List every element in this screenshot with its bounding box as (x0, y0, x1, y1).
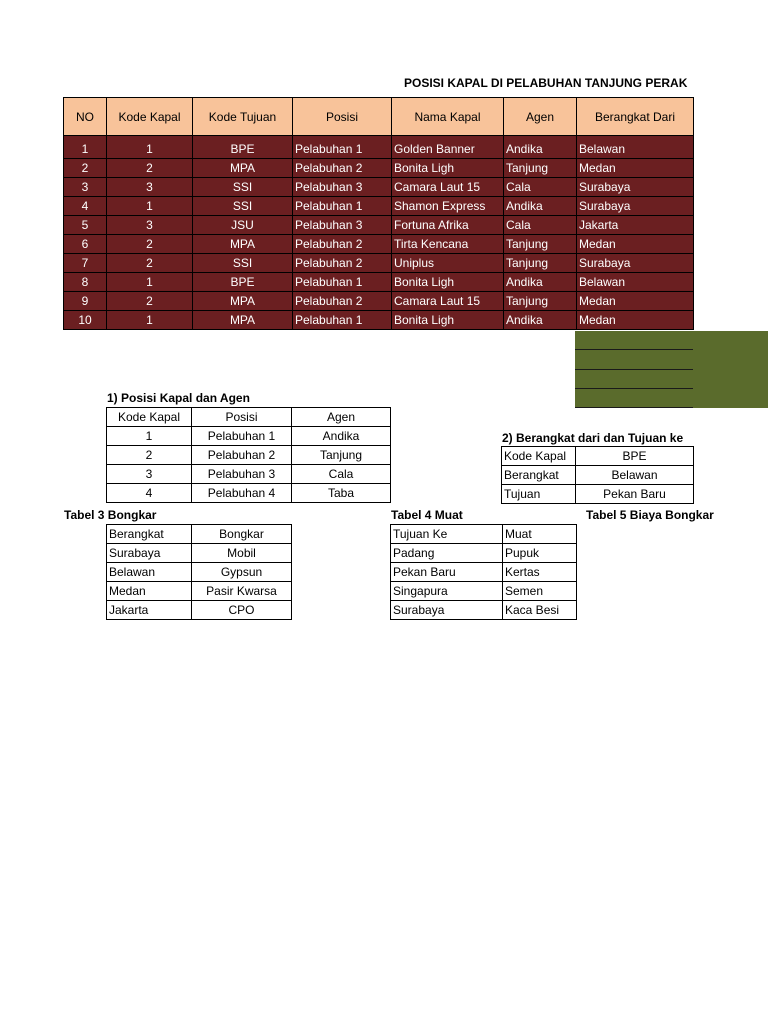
cell[interactable]: Andika (504, 140, 577, 159)
cell[interactable]: Surabaya (577, 178, 694, 197)
header-no[interactable]: NO (64, 98, 107, 136)
table-row (107, 465, 391, 484)
cell[interactable]: Pelabuhan 1 (293, 140, 392, 159)
cell[interactable]: Medan (577, 311, 694, 330)
cell[interactable]: Belawan (576, 466, 694, 485)
table2-label: 2) Berangkat dari dan Tujuan ke (502, 431, 684, 445)
cell[interactable]: 1 (107, 311, 193, 330)
cell[interactable]: Camara Laut 15 (392, 292, 504, 311)
berangkat-tujuan-table (501, 446, 694, 504)
table-row (391, 601, 577, 620)
cell[interactable]: Semen (503, 582, 577, 601)
table-row (107, 446, 391, 465)
cell[interactable]: Kode Kapal (107, 408, 192, 427)
table-row (64, 273, 694, 292)
cell[interactable]: Camara Laut 15 (392, 178, 504, 197)
header-agen[interactable]: Agen (504, 98, 577, 136)
cell[interactable]: Medan (577, 159, 694, 178)
cell[interactable]: 1 (107, 197, 193, 216)
cell[interactable]: Pekan Baru (576, 485, 694, 504)
table-row (64, 235, 694, 254)
cell[interactable]: Medan (577, 235, 694, 254)
cell[interactable]: Belawan (107, 563, 192, 582)
cell[interactable]: 2 (107, 159, 193, 178)
table-row (107, 563, 292, 582)
cell[interactable]: Berangkat (502, 466, 576, 485)
cell[interactable]: Fortuna Afrika (392, 216, 504, 235)
cell[interactable]: CPO (192, 601, 292, 620)
table-header-row (64, 98, 694, 136)
cell[interactable]: Pelabuhan 2 (293, 292, 392, 311)
ship-position-table (63, 97, 694, 330)
cell[interactable]: Belawan (577, 140, 694, 159)
cell[interactable]: Tanjung (292, 446, 391, 465)
cell[interactable]: Surabaya (577, 197, 694, 216)
table1-label: 1) Posisi Kapal dan Agen (107, 391, 250, 405)
cell[interactable]: Jakarta (107, 601, 192, 620)
cell[interactable]: Tujuan Ke (391, 525, 503, 544)
cell[interactable]: BPE (193, 273, 293, 292)
cell[interactable]: 3 (107, 216, 193, 235)
cell[interactable]: 8 (64, 273, 107, 292)
cell[interactable]: Pelabuhan 2 (293, 235, 392, 254)
cell[interactable]: Surabaya (391, 601, 503, 620)
cell[interactable]: Bonita Ligh (392, 159, 504, 178)
cell[interactable]: Pelabuhan 2 (293, 159, 392, 178)
cell[interactable]: Cala (504, 216, 577, 235)
cell[interactable]: Pelabuhan 2 (192, 446, 292, 465)
table-row (107, 601, 292, 620)
cell[interactable]: Pelabuhan 1 (192, 427, 292, 446)
cell[interactable]: Bongkar (192, 525, 292, 544)
header-berangkat-dari[interactable]: Berangkat Dari (577, 98, 694, 136)
cell[interactable]: BPE (576, 447, 694, 466)
cell[interactable]: SSI (193, 254, 293, 273)
posisi-agen-table (106, 407, 391, 503)
table-row (391, 582, 577, 601)
cell[interactable]: 1 (107, 427, 192, 446)
cell[interactable]: Bonita Ligh (392, 311, 504, 330)
cell[interactable]: 4 (107, 484, 192, 503)
cell[interactable]: MPA (193, 235, 293, 254)
cell[interactable]: Pelabuhan 1 (293, 273, 392, 292)
cell[interactable]: Pelabuhan 2 (293, 254, 392, 273)
table-row (64, 254, 694, 273)
cell[interactable]: Pelabuhan 3 (293, 216, 392, 235)
cell[interactable]: Pelabuhan 1 (293, 197, 392, 216)
cell[interactable]: Uniplus (392, 254, 504, 273)
table-row (64, 311, 694, 330)
table5-label: Tabel 5 Biaya Bongkar (586, 508, 714, 522)
cell[interactable]: 3 (64, 178, 107, 197)
cell[interactable]: 2 (107, 235, 193, 254)
cell[interactable]: JSU (193, 216, 293, 235)
cell[interactable]: 3 (107, 178, 193, 197)
cell[interactable]: Tirta Kencana (392, 235, 504, 254)
cell[interactable]: Surabaya (107, 544, 192, 563)
cell[interactable]: Pelabuhan 1 (293, 311, 392, 330)
cell[interactable]: 5 (64, 216, 107, 235)
table-row (107, 582, 292, 601)
table-row (64, 140, 694, 159)
cell[interactable]: Muat (503, 525, 577, 544)
table3-label: Tabel 3 Bongkar (64, 508, 157, 522)
table-header-row (107, 525, 292, 544)
cell[interactable]: Pupuk (503, 544, 577, 563)
cell[interactable]: Medan (577, 292, 694, 311)
table-row (107, 544, 292, 563)
table-row (502, 447, 694, 466)
cell[interactable]: MPA (193, 159, 293, 178)
cell[interactable]: Pekan Baru (391, 563, 503, 582)
table-row (391, 563, 577, 582)
cell[interactable]: Surabaya (577, 254, 694, 273)
table-row (64, 197, 694, 216)
cell[interactable]: 1 (64, 140, 107, 159)
table-row (64, 159, 694, 178)
cell[interactable]: SSI (193, 197, 293, 216)
cell[interactable]: Berangkat (107, 525, 192, 544)
table-row (107, 484, 391, 503)
green-fill-block (575, 331, 768, 408)
cell[interactable]: Kaca Besi (503, 601, 577, 620)
cell[interactable]: Golden Banner (392, 140, 504, 159)
cell[interactable]: Pelabuhan 3 (192, 465, 292, 484)
cell[interactable]: 2 (107, 292, 193, 311)
header-nama-kapal[interactable]: Nama Kapal (392, 98, 504, 136)
cell[interactable]: MPA (193, 292, 293, 311)
table-header-row (107, 408, 391, 427)
cell[interactable]: 6 (64, 235, 107, 254)
cell[interactable]: 1 (107, 273, 193, 292)
table-row (107, 427, 391, 446)
cell[interactable]: Mobil (192, 544, 292, 563)
header-kode-kapal[interactable]: Kode Kapal (107, 98, 193, 136)
cell[interactable]: Taba (292, 484, 391, 503)
table-row (64, 216, 694, 235)
cell[interactable]: Posisi (192, 408, 292, 427)
cell[interactable]: Bonita Ligh (392, 273, 504, 292)
cell[interactable]: 4 (64, 197, 107, 216)
cell[interactable]: Belawan (577, 273, 694, 292)
table-row (502, 466, 694, 485)
cell[interactable]: Pelabuhan 4 (192, 484, 292, 503)
cell[interactable]: Andika (504, 273, 577, 292)
cell[interactable]: Cala (504, 178, 577, 197)
cell[interactable]: Tanjung (504, 159, 577, 178)
cell[interactable]: Tanjung (504, 235, 577, 254)
cell[interactable]: Kertas (503, 563, 577, 582)
header-posisi[interactable]: Posisi (293, 98, 392, 136)
cell[interactable]: 10 (64, 311, 107, 330)
cell[interactable]: Andika (504, 311, 577, 330)
cell[interactable]: SSI (193, 178, 293, 197)
cell[interactable]: Tujuan (502, 485, 576, 504)
cell[interactable]: Tanjung (504, 254, 577, 273)
cell[interactable]: Cala (292, 465, 391, 484)
page-title: POSISI KAPAL DI PELABUHAN TANJUNG PERAK (404, 76, 688, 90)
bongkar-table (106, 524, 292, 620)
cell[interactable]: Gypsun (192, 563, 292, 582)
cell[interactable]: Jakarta (577, 216, 694, 235)
table-row (502, 485, 694, 504)
cell[interactable]: 2 (64, 159, 107, 178)
cell[interactable]: Medan (107, 582, 192, 601)
table-row (391, 544, 577, 563)
cell[interactable]: Singapura (391, 582, 503, 601)
cell[interactable]: Shamon Express (392, 197, 504, 216)
cell[interactable]: 3 (107, 465, 192, 484)
cell[interactable]: 7 (64, 254, 107, 273)
cell[interactable]: Pasir Kwarsa (192, 582, 292, 601)
cell[interactable]: Padang (391, 544, 503, 563)
cell[interactable]: Kode Kapal (502, 447, 576, 466)
cell[interactable]: MPA (193, 311, 293, 330)
cell[interactable]: 2 (107, 446, 192, 465)
cell[interactable]: 9 (64, 292, 107, 311)
cell[interactable]: Andika (292, 427, 391, 446)
table-row (64, 292, 694, 311)
cell[interactable]: Pelabuhan 3 (293, 178, 392, 197)
cell[interactable]: Agen (292, 408, 391, 427)
cell[interactable]: Tanjung (504, 292, 577, 311)
cell[interactable]: 2 (107, 254, 193, 273)
table-row (64, 178, 694, 197)
cell[interactable]: Andika (504, 197, 577, 216)
table-header-row (391, 525, 577, 544)
table4-label: Tabel 4 Muat (391, 508, 463, 522)
muat-table (390, 524, 577, 620)
cell[interactable]: BPE (193, 140, 293, 159)
cell[interactable]: 1 (107, 140, 193, 159)
header-kode-tujuan[interactable]: Kode Tujuan (193, 98, 293, 136)
